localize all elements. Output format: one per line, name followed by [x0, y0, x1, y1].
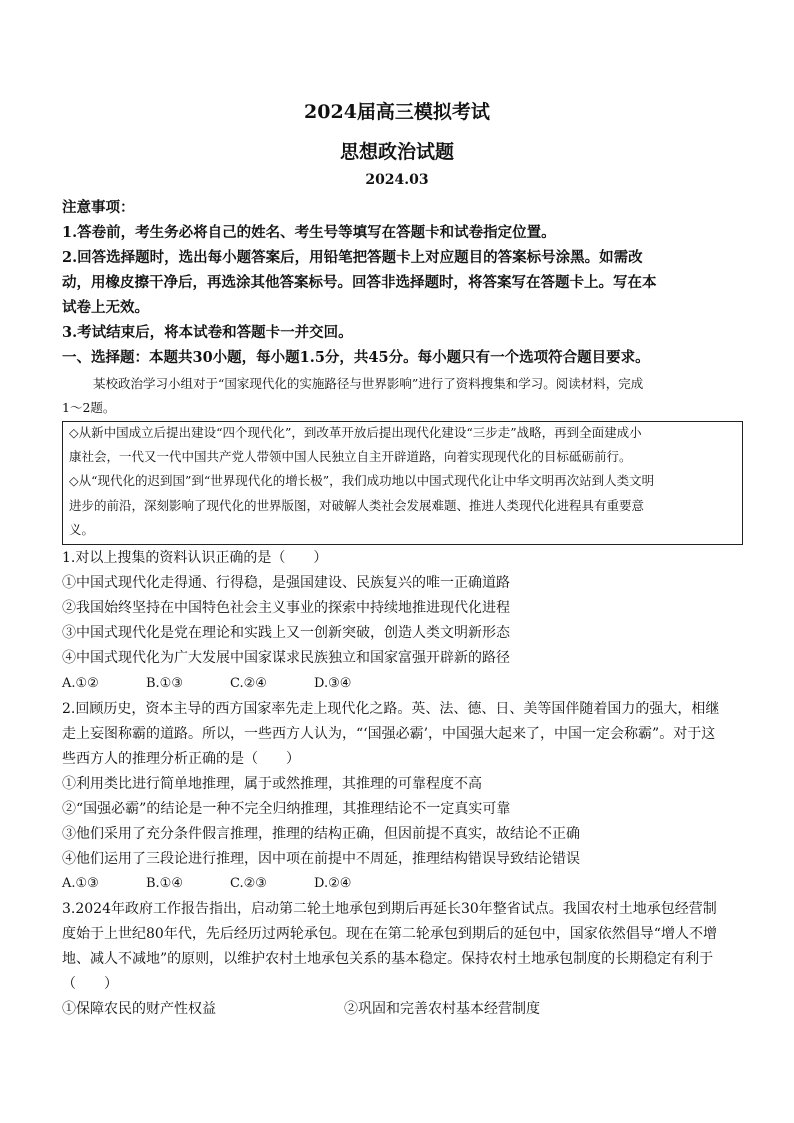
q1-options — [62, 676, 398, 691]
notice-heading: 注意事项： — [62, 199, 135, 216]
q1-statement-2: ②我国始终坚持在中国特色社会主义事业的探索中持续地推进现代化进程 — [62, 600, 510, 616]
q3-stem-line-2: 度始于上世纪80年代，先后经历过两轮承包。现在在第二轮承包到期后的延包中，国家依然倡导“增人不增 — [62, 926, 717, 942]
notice-item-2-line-3: 试卷上无效。 — [62, 299, 149, 316]
material-p2-line-3: 义。 — [69, 522, 95, 537]
q2-option-d: D.②④ — [314, 876, 352, 891]
exam-title: 2024届高三模拟考试 — [304, 101, 490, 123]
q1-statement-3: ③中国式现代化是党在理论和实践上又一创新突破，创造人类文明新形态 — [62, 625, 510, 641]
q1-statement-1: ①中国式现代化走得通、行得稳，是强国建设、民族复兴的唯一正确道路 — [62, 575, 510, 591]
q1-stem: 1.对以上搜集的资料认识正确的是（ ） — [62, 550, 328, 566]
q3-stem-line-1: 3.2024年政府工作报告指出，启动第二轮土地承包到期后再延长30年整省试点。我国农村土地承包经营制 — [62, 901, 717, 917]
q2-stem-line-3: 些西方人的推理分析正确的是（ ） — [62, 751, 300, 767]
material-p2-line-2: 进步的前沿，深刻影响了现代化的世界版图，对破解人类社会发展难题、推进人类现代化进程具有重要意 — [69, 498, 645, 513]
material-p2-line-1: ◇从“现代化的迟到国”到“世界现代化的增长极”，我们成功地以中国式现代化让中华文明再次站到人类文明 — [69, 473, 655, 488]
q1-option-d: D.③④ — [314, 676, 352, 691]
material-box — [62, 421, 743, 545]
exam-subtitle: 思想政治试题 — [339, 141, 454, 163]
q2-statement-4: ④他们运用了三段论进行推理，因中项在前提中不周延，推理结构错误导致结论错误 — [62, 851, 580, 867]
q1-option-a: A.①② — [62, 676, 99, 691]
q1-option-b: B.①③ — [146, 676, 183, 691]
q2-stem-line-2: 走上妄图称霸的道路。所以，一些西方人认为，“‘国强必霸’，中国强大起来了，中国一定会称霸”。对于这 — [62, 726, 716, 742]
q2-statement-2: ②“国强必霸”的结论是一种不完全归纳推理，其推理结论不一定真实可靠 — [62, 801, 511, 817]
notice-item-2-line-2: 动，用橡皮擦干净后，再选涂其他答案标号。回答非选择题时，将答案写在答题卡上。写在本 — [62, 274, 657, 291]
notice-item-3: 3.考试结束后，将本试卷和答题卡一并交回。 — [62, 324, 353, 341]
q2-option-c: C.②③ — [230, 876, 267, 891]
section-1-intro-line-2: 1～2题。 — [62, 400, 116, 415]
q2-statement-3: ③他们采用了充分条件假言推理，推理的结构正确，但因前提不真实，故结论不正确 — [62, 826, 580, 842]
q2-option-a: A.①③ — [62, 876, 99, 891]
material-p1-line-1: ◇从新中国成立后提出建设“四个现代化”，到改革开放后提出现代化建设“三步走”战略，再到全面建成小 — [69, 425, 642, 440]
q3-stem-line-3: 地、减人不减地”的原则，以维护农村土地承包关系的基本稳定。保持农村土地承包制度的长期稳定有利于 — [62, 951, 714, 967]
q3-stem-line-4: （ ） — [62, 976, 118, 992]
exam-date: 2024.03 — [365, 172, 429, 188]
material-p1-line-2: 康社会，一代又一代中国共产党人带领中国人民独立自主开辟道路，向着实现现代化的目标砥砺前行。 — [69, 449, 632, 464]
q3-statement-1: ①保障农民的财产性权益 — [62, 1001, 216, 1017]
q3-statement-2: ②巩固和完善农村基本经营制度 — [344, 1001, 540, 1017]
section-1-heading: 一、选择题：本题共30小题，每小题1.5分，共45分。每小题只有一个选项符合题目要求。 — [62, 349, 650, 366]
q1-option-c: C.②④ — [230, 676, 267, 691]
q2-option-b: B.①④ — [146, 876, 183, 891]
notice-item-1: 1.答卷前，考生务必将自己的姓名、考生号等填写在答题卡和试卷指定位置。 — [62, 224, 556, 241]
notice-item-2-line-1: 2.回答选择题时，选出每小题答案后，用铅笔把答题卡上对应题目的答案标号涂黑。如需改 — [62, 249, 643, 266]
q2-statement-1: ①利用类比进行简单地推理，属于或然推理，其推理的可靠程度不高 — [62, 776, 482, 792]
q2-options — [62, 876, 398, 891]
q1-statement-4: ④中国式现代化为广大发展中国家谋求民族独立和国家富强开辟新的路径 — [62, 650, 510, 666]
section-1-intro-line-1: 某校政治学习小组对于“国家现代化的实施路径与世界影响”进行了资料搜集和学习。阅读材料，完成 — [93, 376, 644, 391]
q2-stem-line-1: 2.回顾历史，资本主导的西方国家率先走上现代化之路。英、法、德、日、美等国伴随着国力的强大，相继 — [62, 701, 720, 717]
